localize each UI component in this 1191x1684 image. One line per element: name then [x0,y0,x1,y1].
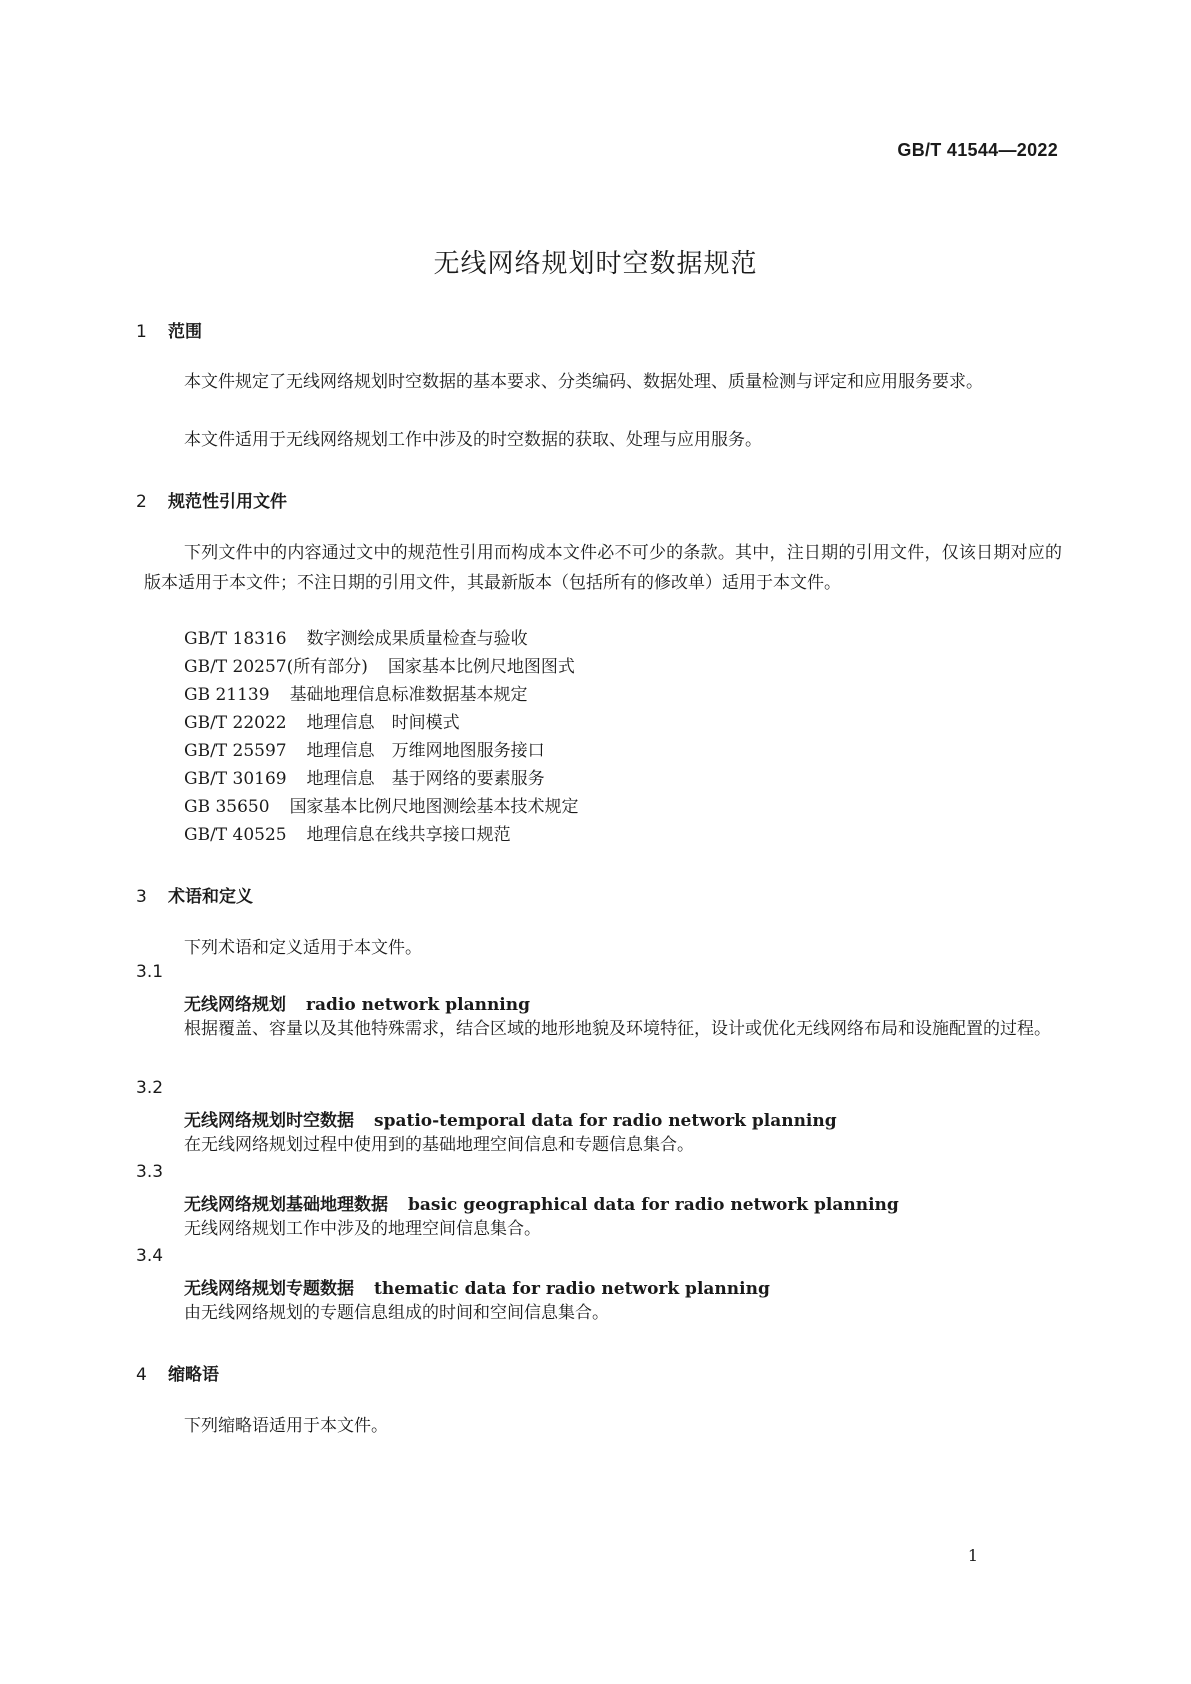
clause-number: 3.1 [136,962,164,982]
reference-item [184,708,460,738]
section-1-paragraph: 本文件适用于无线网络规划工作中涉及的时空数据的获取、处理与应用服务。 [184,430,762,450]
term-en: basic geographical data for radio network planning [408,1195,899,1215]
clause-number: 3.3 [136,1162,164,1182]
reference-code: GB/T 30169 [184,769,287,789]
reference-title: 国家基本比例尺地图测绘基本技术规定 [289,797,579,817]
section-2-intro: 下列文件中的内容通过文中的规范性引用而构成本文件必不可少的条款。其中，注日期的引用文件，仅该日期对应的版本适用于本文件；不注日期的引用文件，其最新版本（包括所有的修改单）适用于本文件。 [144,543,1062,593]
term-en: spatio-temporal data for radio network planning [374,1111,837,1131]
reference-title: 基础地理信息标准数据基本规定 [289,685,528,705]
term-definition: 在无线网络规划过程中使用到的基础地理空间信息和专题信息集合。 [184,1135,694,1155]
reference-item [184,764,545,794]
section-title: 缩略语 [168,1365,219,1385]
section-title: 术语和定义 [168,887,253,907]
reference-code: GB/T 22022 [184,713,287,733]
reference-item [184,792,579,822]
section-number: 1 [136,322,147,342]
section-number: 2 [136,492,147,512]
section-1-paragraph: 本文件规定了无线网络规划时空数据的基本要求、分类编码、数据处理、质量检测与评定和应用服务要求。 [184,372,983,392]
section-3-heading [136,882,253,907]
reference-code: GB 35650 [184,797,270,817]
reference-item [184,652,575,682]
term-heading [184,1190,899,1215]
reference-item [184,680,528,710]
section-number: 4 [136,1365,147,1385]
term-zh: 无线网络规划基础地理数据 [184,1195,388,1215]
section-4-intro: 下列缩略语适用于本文件。 [184,1416,388,1436]
term-zh: 无线网络规划专题数据 [184,1279,354,1299]
section-2-heading [136,487,287,512]
reference-code: GB 21139 [184,685,270,705]
reference-title: 地理信息 时间模式 [306,713,460,733]
reference-item [184,736,545,766]
standard-code: GB/T 41544—2022 [897,140,1058,160]
document-title: 无线网络规划时空数据规范 [433,249,758,279]
reference-code: GB/T 40525 [184,825,287,845]
clause-number: 3.2 [136,1078,164,1098]
reference-title: 地理信息 万维网地图服务接口 [306,741,545,761]
reference-item [184,624,528,654]
clause-number: 3.4 [136,1246,164,1266]
reference-title: 数字测绘成果质量检查与验收 [306,629,528,649]
term-zh: 无线网络规划时空数据 [184,1111,354,1131]
section-title: 规范性引用文件 [168,492,287,512]
section-number: 3 [136,887,147,907]
term-definition: 由无线网络规划的专题信息组成的时间和空间信息集合。 [184,1303,609,1323]
reference-title: 国家基本比例尺地图图式 [387,657,575,677]
reference-code: GB/T 25597 [184,741,287,761]
reference-title: 地理信息在线共享接口规范 [306,825,511,845]
term-zh: 无线网络规划 [184,995,286,1015]
term-en: thematic data for radio network planning [374,1279,770,1299]
section-3-intro: 下列术语和定义适用于本文件。 [184,938,422,958]
section-1-heading [136,317,202,342]
section-title: 范围 [168,322,202,342]
reference-title: 地理信息 基于网络的要素服务 [306,769,545,789]
page-number: 1 [967,1546,978,1565]
term-en: radio network planning [306,995,531,1015]
reference-code: GB/T 18316 [184,629,287,649]
reference-item [184,820,511,850]
reference-code: GB/T 20257(所有部分) [184,657,368,677]
term-definition: 根据覆盖、容量以及其他特殊需求，结合区域的地形地貌及环境特征，设计或优化无线网络布局和设施配置的过程。 [184,1019,1051,1039]
term-heading [184,990,530,1015]
section-4-heading [136,1360,219,1385]
term-definition: 无线网络规划工作中涉及的地理空间信息集合。 [184,1219,541,1239]
term-heading [184,1106,837,1131]
term-heading [184,1274,770,1299]
